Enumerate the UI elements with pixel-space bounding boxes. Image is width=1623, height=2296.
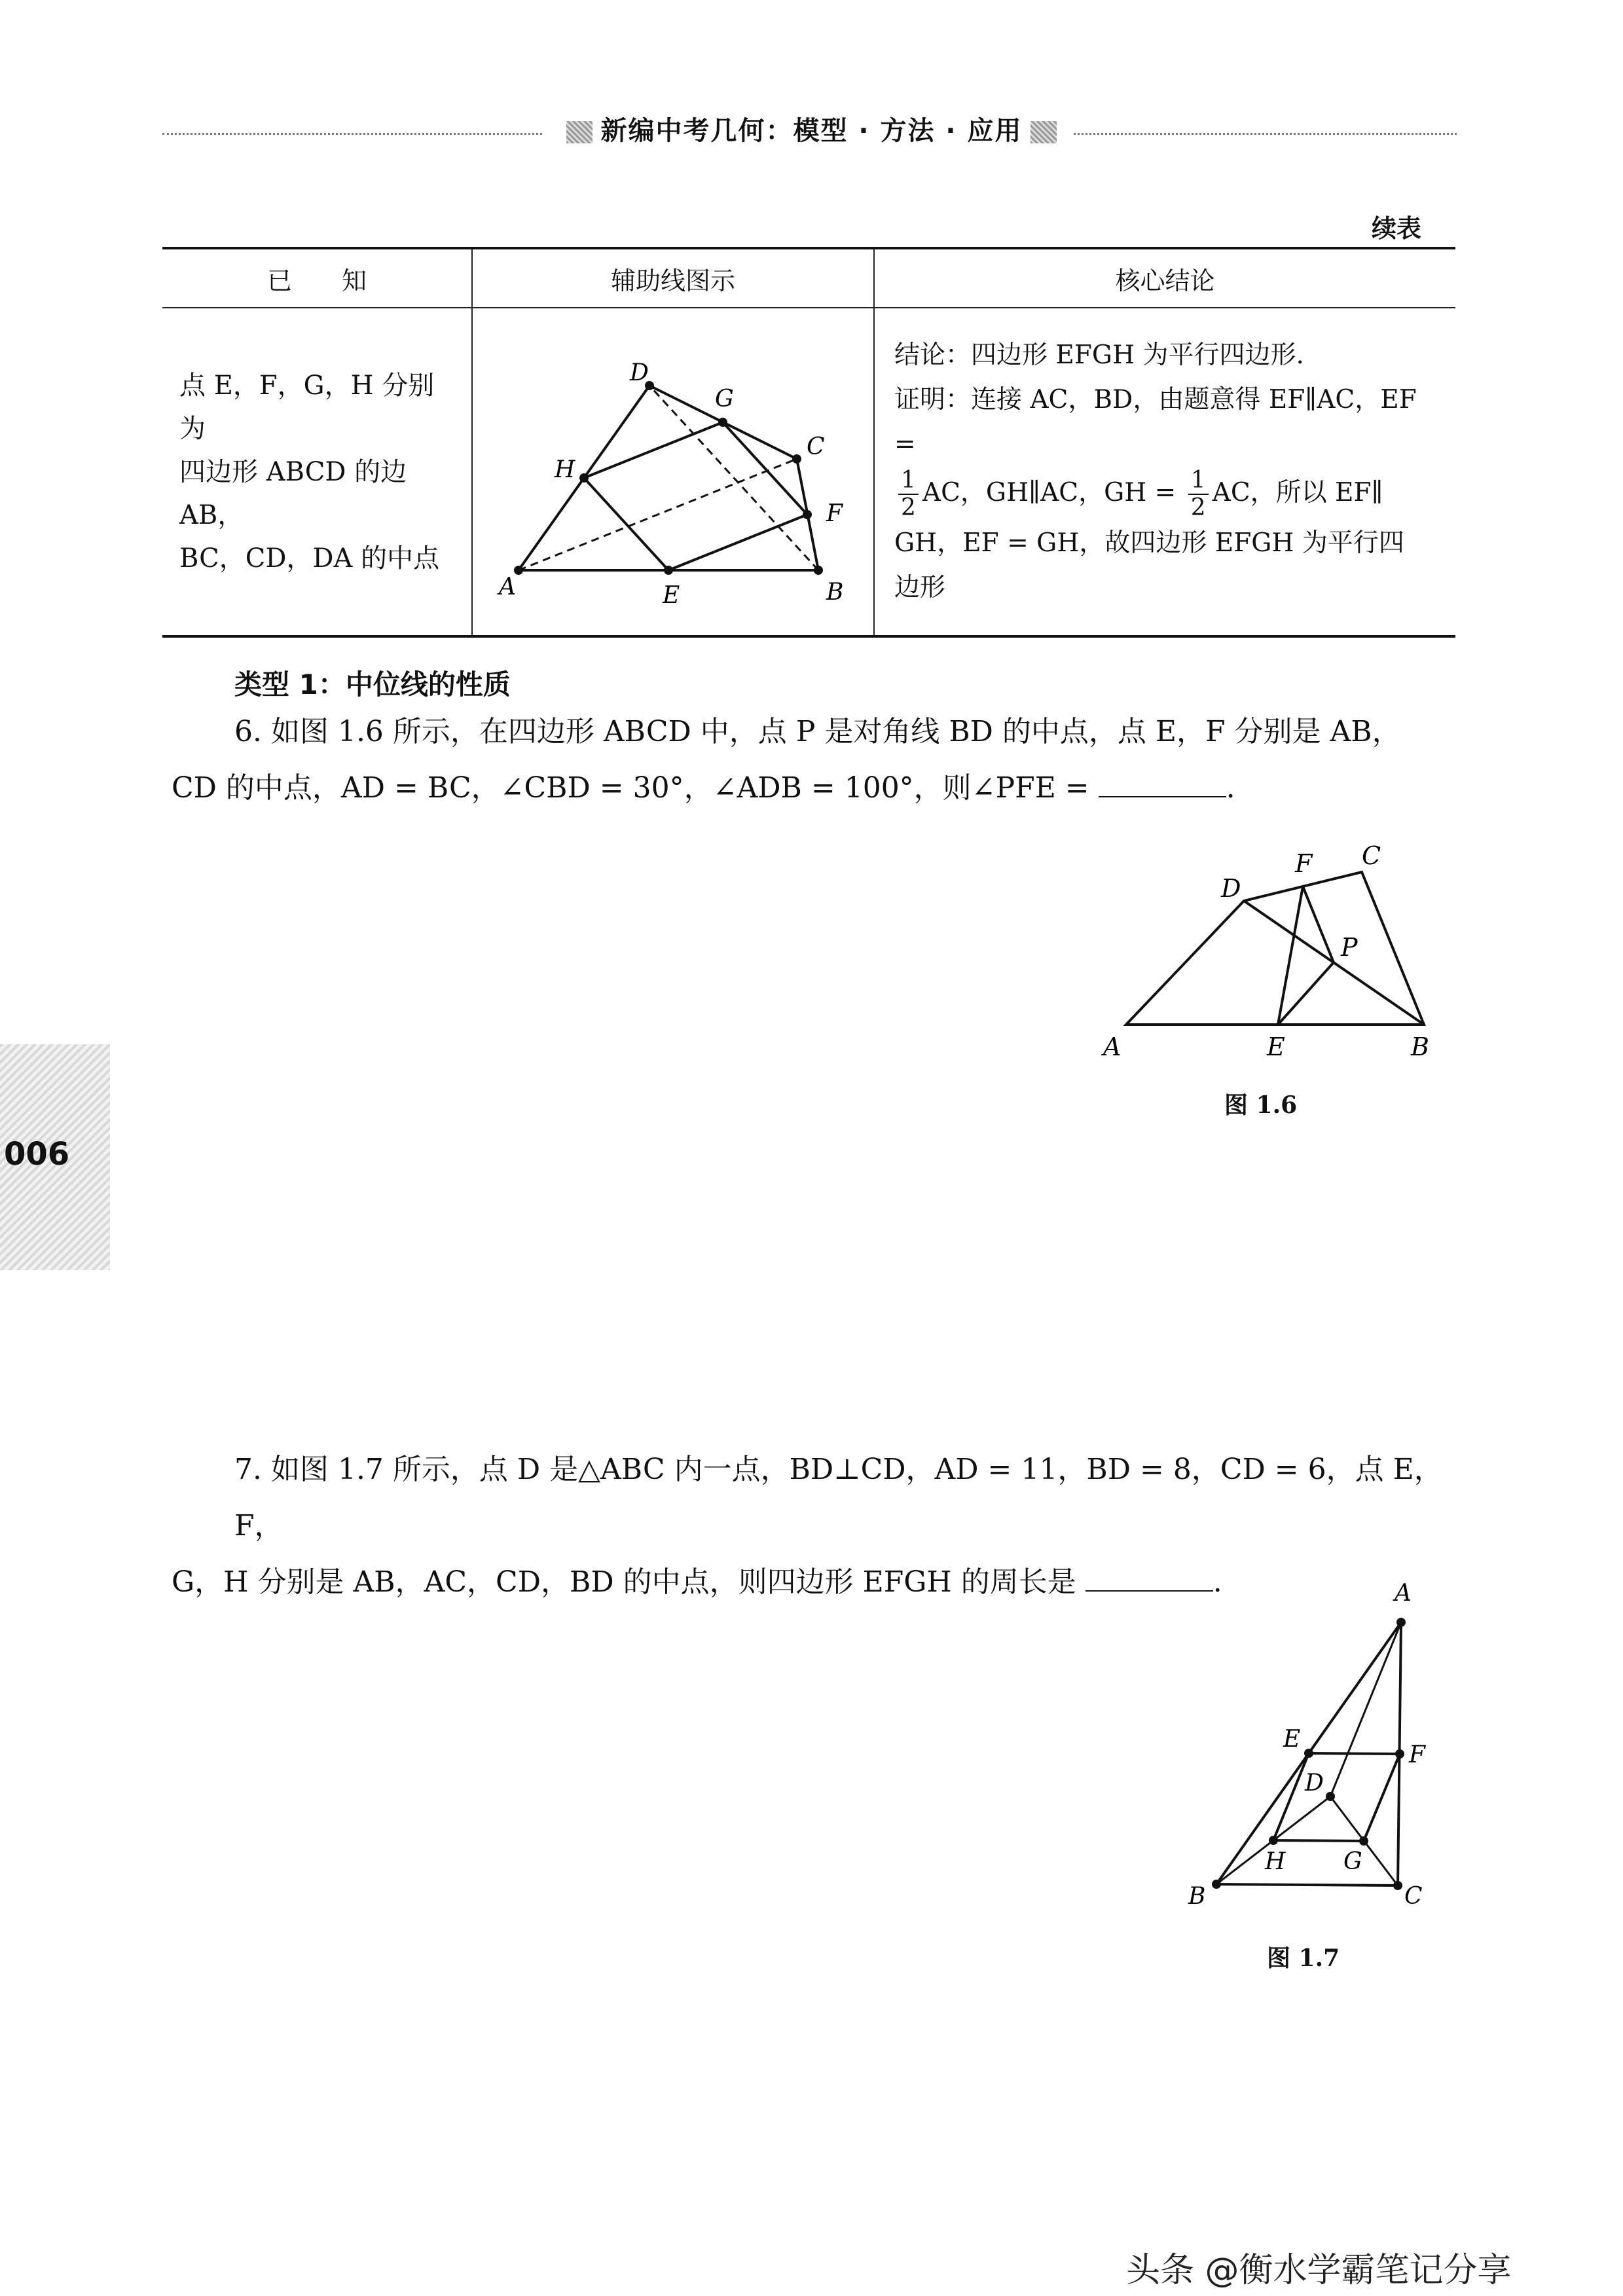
quadrilateral-efgh-17 [1273, 1753, 1400, 1841]
page-number: 006 [4, 1136, 70, 1173]
segment-fe [1278, 886, 1303, 1025]
header-known: 已 知 [162, 248, 472, 308]
label-h: H [555, 456, 575, 483]
label-d-17: D [1305, 1770, 1324, 1796]
label-f: F [826, 500, 843, 527]
point-g-17 [1359, 1836, 1368, 1846]
problem-6 [172, 704, 1471, 816]
label-e-16: E [1267, 1032, 1285, 1061]
label-a: A [499, 574, 516, 600]
label-c: C [807, 433, 825, 460]
point-a-17 [1396, 1618, 1406, 1627]
header-title-text: 新编中考几何：模型 · 方法 · 应用 [600, 116, 1023, 146]
point-d-17 [1326, 1792, 1335, 1801]
point-h [579, 473, 589, 483]
label-c-17: C [1404, 1883, 1423, 1910]
label-g-17: G [1343, 1848, 1362, 1875]
diagonal-bd [649, 386, 818, 570]
label-g: G [715, 386, 734, 412]
point-g [718, 418, 727, 427]
point-c-17 [1393, 1881, 1402, 1890]
midpoint-quadrilateral-figure [473, 308, 872, 629]
table-row [162, 308, 1455, 636]
label-b-17: B [1188, 1883, 1206, 1910]
label-f-17: F [1409, 1741, 1425, 1768]
answer-blank-6[interactable] [1099, 767, 1226, 797]
label-p-16: P [1341, 933, 1358, 962]
watermark: 头条 @衡水学霸笔记分享 [1126, 2251, 1512, 2290]
conclusion-line-5: 边形 [894, 573, 946, 602]
header-figure: 辅助线图示 [472, 248, 874, 308]
continued-label: 续表 [1372, 214, 1422, 243]
label-b: B [826, 579, 844, 606]
problem-7-line-2: G，H 分别是 AB，AC，CD，BD 的中点，则四边形 EFGH 的周长是 . [172, 1554, 1471, 1611]
point-e [664, 566, 673, 575]
conclusion-line-3: $\frac{1}{2}$ AC，GH∥AC，GH = $\frac{1}{2}$ AC，所以 EF∥ [894, 467, 1441, 521]
label-h-17: H [1265, 1848, 1286, 1875]
figure-1-7 [1172, 1571, 1467, 1925]
point-b-17 [1212, 1880, 1221, 1889]
known-cell [162, 308, 472, 636]
book-header [0, 110, 1623, 147]
point-e-17 [1304, 1749, 1313, 1758]
quadrilateral-abcd-16 [1126, 872, 1424, 1025]
conclusion-line-4: GH，EF = GH，故四边形 EFGH 为平行四 [894, 528, 1404, 558]
point-f [803, 510, 812, 519]
header-conclusion: 核心结论 [874, 248, 1455, 308]
figure-1-7-caption: 图 1.7 [1267, 1944, 1340, 1972]
figure-1-6 [1087, 838, 1480, 1074]
table-header-row [162, 248, 1455, 308]
known-line-3: BC，CD，DA 的中点 [179, 543, 440, 574]
label-c-16: C [1362, 841, 1381, 870]
problem-6-line-1: 6. 如图 1.6 所示，在四边形 ABCD 中，点 P 是对角线 BD 的中点，点 E，F 分别是 AB， [234, 715, 1401, 748]
known-line-1: 点 E，F，G，H 分别为 [179, 370, 435, 444]
conclusion-line-2: 证明：连接 AC，BD，由题意得 EF∥AC，EF = [894, 385, 1417, 459]
problem-6-line-2: CD 的中点，AD = BC，∠CBD = 30°，∠ADB = 100°，则∠PFE = . [172, 760, 1471, 816]
label-a-17: A [1395, 1580, 1412, 1607]
header-ornament-left [566, 121, 593, 143]
header-ornament-right [1030, 121, 1057, 143]
conclusion-cell [874, 308, 1455, 636]
fraction-one-half-2: $\frac{1}{2}$ [1188, 467, 1209, 521]
label-a-16: A [1103, 1032, 1122, 1061]
point-f-17 [1395, 1749, 1404, 1758]
point-c [792, 454, 801, 464]
label-d: D [630, 359, 649, 386]
section-title: 类型 1：中位线的性质 [234, 668, 511, 701]
figure-1-6-caption: 图 1.6 [1224, 1091, 1298, 1119]
point-b [814, 566, 823, 575]
point-h-17 [1269, 1836, 1278, 1845]
label-f-16: F [1295, 849, 1313, 878]
model-table [162, 247, 1455, 638]
fraction-one-half: $\frac{1}{2}$ [898, 467, 919, 521]
label-b-16: B [1411, 1032, 1429, 1061]
conclusion-line-1: 结论：四边形 EFGH 为平行四边形. [894, 340, 1304, 370]
label-e: E [663, 582, 680, 609]
known-line-2: 四边形 ABCD 的边 AB， [179, 456, 407, 530]
label-d-16: D [1221, 874, 1241, 903]
label-e-17: E [1283, 1726, 1301, 1753]
quadrilateral-efgh [584, 422, 807, 570]
figure-cell [472, 308, 874, 636]
problem-7-line-1: 7. 如图 1.7 所示，点 D 是△ABC 内一点，BD⊥CD，AD = 11，BD = 8，CD = 6，点 E，F， [234, 1453, 1443, 1542]
